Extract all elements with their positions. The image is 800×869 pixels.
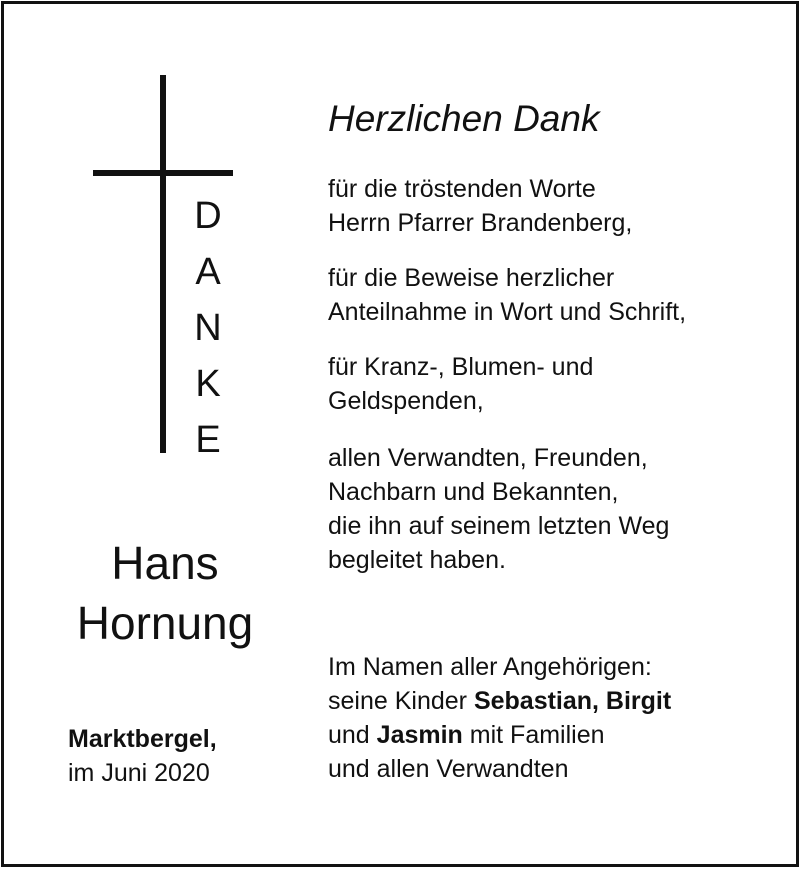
thanks-line: Anteilnahme in Wort und Schrift, xyxy=(328,298,687,326)
thanks-line: Herrn Pfarrer Brandenberg, xyxy=(328,209,633,237)
place-date: im Juni 2020 xyxy=(68,759,210,787)
danke-letter: K xyxy=(195,363,221,405)
danke-letter: N xyxy=(194,307,222,349)
thanks-line: für Kranz-, Blumen- und xyxy=(328,353,594,381)
danke-letter: E xyxy=(195,419,221,461)
child-name: Jasmin xyxy=(376,721,463,749)
signature-text: seine Kinder xyxy=(328,687,474,715)
cross-icon-horizontal-bar xyxy=(93,170,233,176)
thanks-paragraph xyxy=(328,261,686,329)
signature-text: und xyxy=(328,721,377,749)
thanks-paragraph xyxy=(328,350,593,418)
thanks-line: die ihn auf seinem letzten Weg xyxy=(328,512,670,540)
place-and-date xyxy=(68,722,217,790)
signature-text: mit Familien xyxy=(462,721,605,749)
deceased-first-name: Hans xyxy=(111,537,219,589)
children-names: Sebastian, Birgit xyxy=(473,687,672,715)
thanks-paragraph xyxy=(328,172,632,240)
danke-vertical-label xyxy=(186,188,230,468)
thanks-line: begleitet haben. xyxy=(328,546,506,574)
deceased-last-name: Hornung xyxy=(76,597,254,649)
signature-block xyxy=(328,650,671,786)
signature-line xyxy=(328,684,671,718)
page-title: Herzlichen Dank xyxy=(328,98,600,139)
signature-line: Im Namen aller Angehörigen: xyxy=(328,653,652,681)
thanks-line: für die Beweise herzlicher xyxy=(328,264,615,292)
danke-letter: D xyxy=(194,195,222,237)
thanks-line: allen Verwandten, Freunden, xyxy=(328,444,648,472)
danke-letter: A xyxy=(195,251,221,293)
thanks-line: für die tröstenden Worte xyxy=(328,175,596,203)
thanks-line: Nachbarn und Bekannten, xyxy=(328,478,619,506)
signature-line xyxy=(328,718,671,752)
place-town: Marktbergel, xyxy=(68,725,217,753)
thanks-paragraph xyxy=(328,441,669,577)
thanks-line: Geldspenden, xyxy=(328,387,484,415)
signature-line: und allen Verwandten xyxy=(328,755,569,783)
cross-icon-vertical-bar xyxy=(160,75,166,453)
